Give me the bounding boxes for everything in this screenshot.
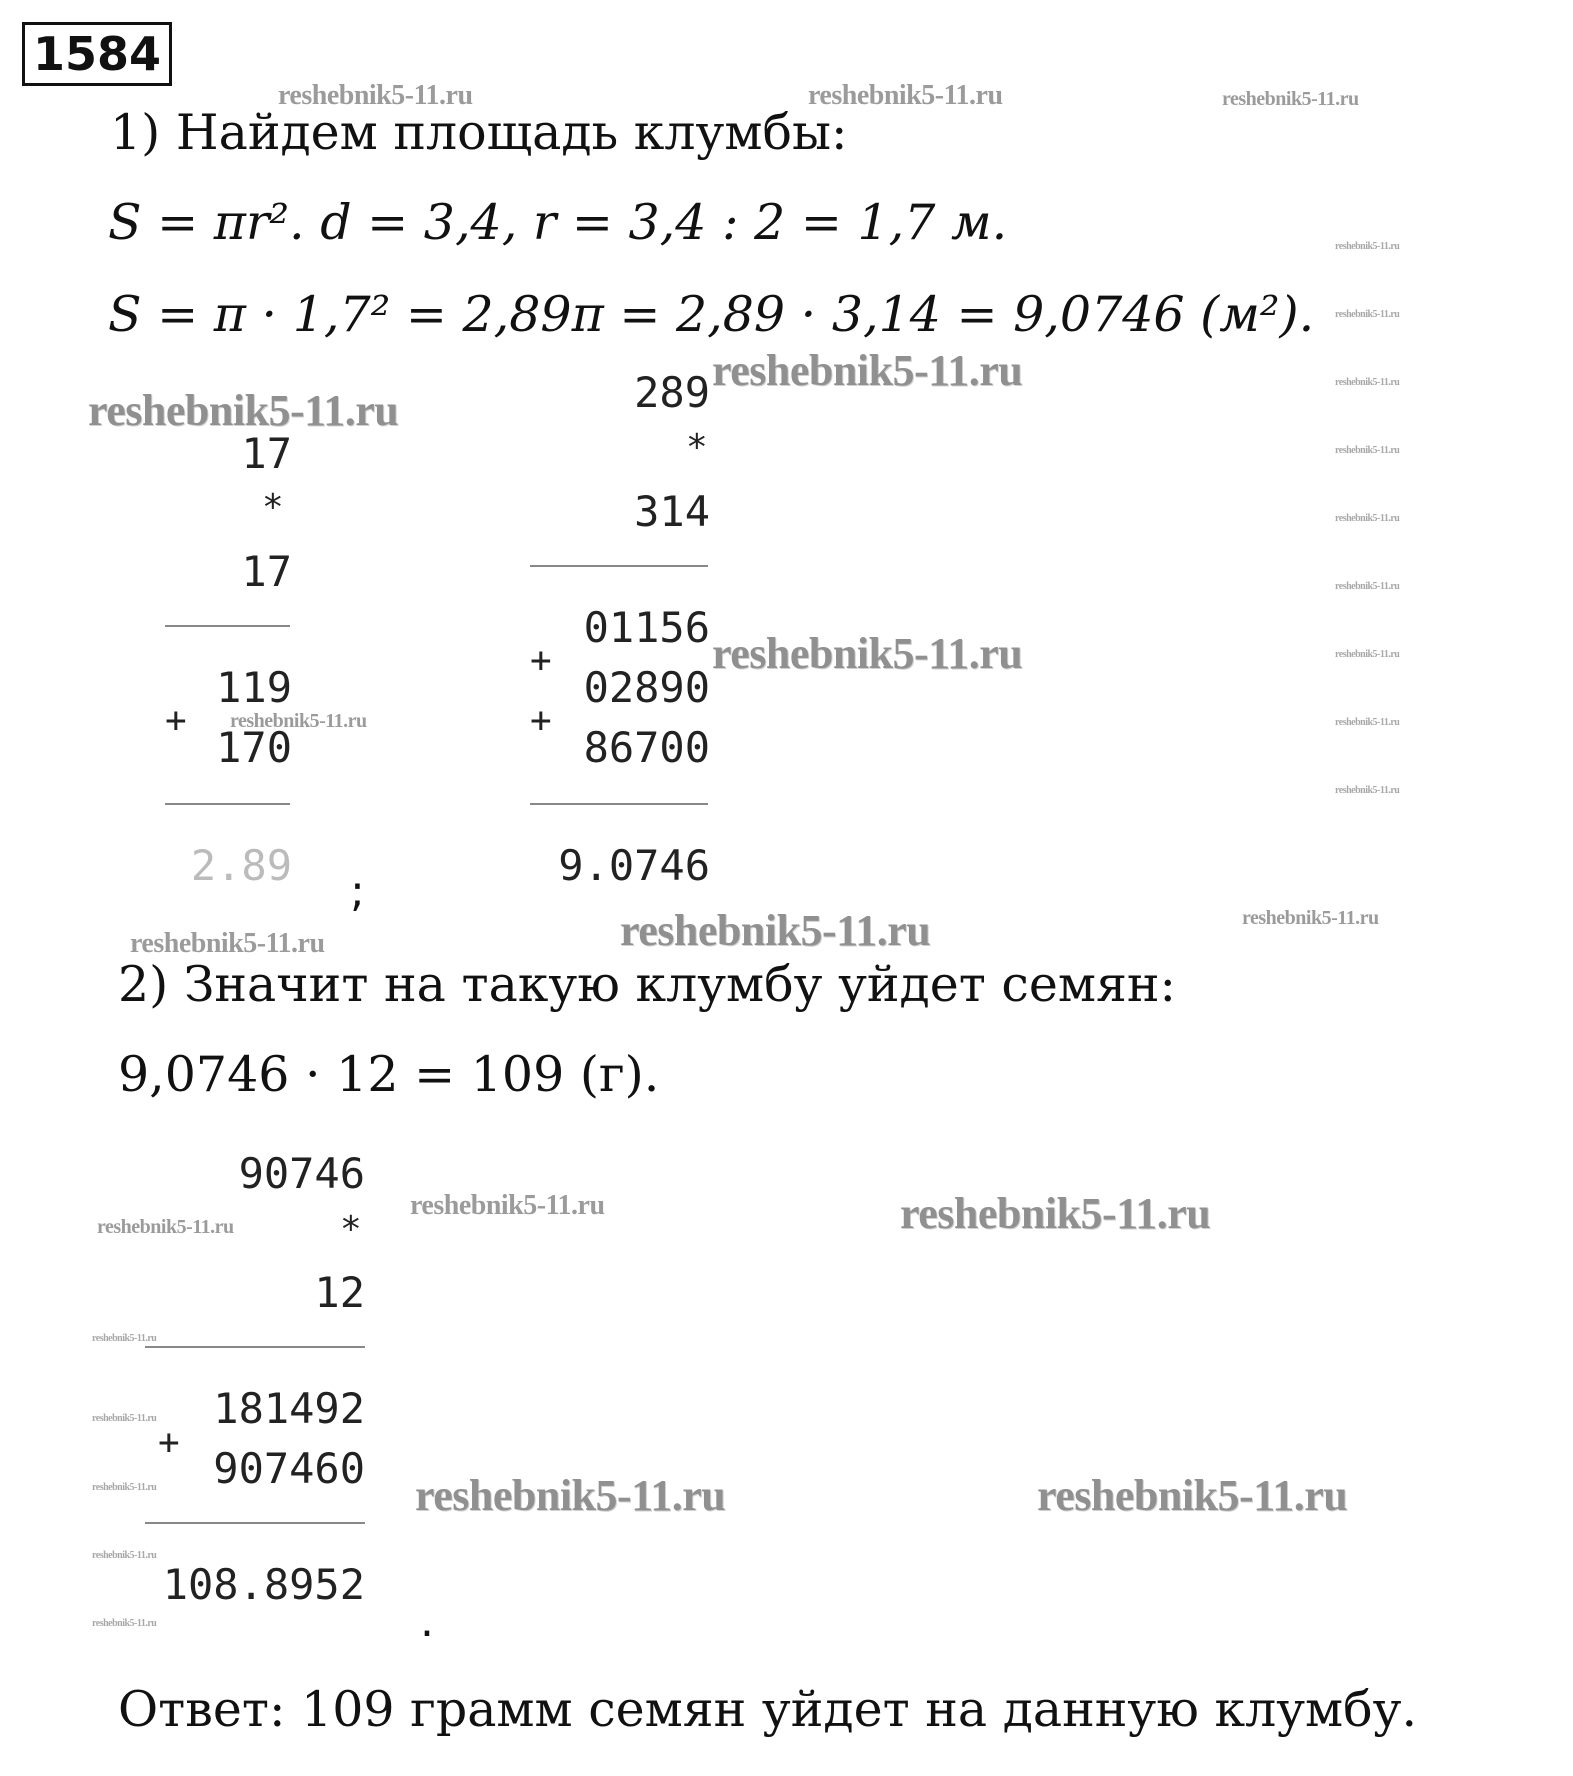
calc3-end-mark: . [420, 1596, 434, 1647]
task-number-box [22, 22, 172, 86]
calc1-plus-sign: + [165, 700, 187, 741]
watermark: reshebnik5-11.ru [712, 629, 1023, 678]
watermark: reshebnik5-11.ru [1037, 1471, 1348, 1520]
calc3-multiply-sign: * [340, 1209, 362, 1250]
watermark: reshebnik5-11.ru [620, 906, 931, 955]
step1-area: S = π · 1,7² = 2,89π = 2,89 · 3,14 = 9,0746 (м²). [108, 286, 1315, 343]
watermark: reshebnik5-11.ru [1335, 513, 1400, 524]
calc2-partial-3: 86700 [583, 723, 710, 772]
step2-line: 9,0746 · 12 = 109 (г). [118, 1046, 660, 1103]
step1-formula: S = πr². d = 3,4, r = 3,4 : 2 = 1,7 м. [108, 194, 1008, 251]
calc3-result: 108.8952 [162, 1560, 365, 1609]
watermark: reshebnik5-11.ru [415, 1471, 726, 1520]
watermark: reshebnik5-11.ru [88, 386, 399, 435]
watermark: reshebnik5-11.ru [1242, 907, 1379, 929]
watermark: reshebnik5-11.ru [92, 1618, 157, 1629]
calc2-rule-2 [530, 803, 708, 805]
calc1-separator: ; [350, 866, 365, 917]
watermark: reshebnik5-11.ru [712, 346, 1023, 395]
calc2-partial-1: 01156 [583, 603, 710, 652]
answer-line: Ответ: 109 грамм семян уйдет на данную клумбу. [118, 1681, 1418, 1738]
watermark: reshebnik5-11.ru [808, 80, 1003, 111]
calc1-rule-2 [165, 803, 290, 805]
calc2-rule-1 [530, 565, 708, 567]
watermark: reshebnik5-11.ru [1335, 581, 1400, 592]
calc2-plus-sign-1: + [530, 640, 552, 681]
watermark: reshebnik5-11.ru [1222, 88, 1359, 110]
watermark: reshebnik5-11.ru [1335, 649, 1400, 660]
calc2-partial-2: 02890 [583, 663, 710, 712]
watermark: reshebnik5-11.ru [1335, 309, 1400, 320]
calc1-partial-2: 170 [216, 723, 292, 772]
calc2-multiply-sign: * [686, 427, 708, 468]
watermark: reshebnik5-11.ru [92, 1333, 157, 1344]
calc3-partial-1: 181492 [213, 1384, 365, 1433]
calc2-multiplicand: 289 [634, 368, 710, 417]
calc3-rule-2 [145, 1522, 365, 1524]
watermark: reshebnik5-11.ru [92, 1413, 157, 1424]
calc1-multiply-sign: * [262, 487, 284, 528]
calc1-multiplicand: 17 [241, 429, 292, 478]
watermark: reshebnik5-11.ru [1335, 241, 1400, 252]
watermark: reshebnik5-11.ru [130, 928, 325, 959]
watermark: reshebnik5-11.ru [1335, 785, 1400, 796]
calc3-multiplier: 12 [314, 1268, 365, 1317]
watermark: reshebnik5-11.ru [278, 80, 473, 111]
calc3-multiplicand: 90746 [238, 1149, 365, 1198]
watermark: reshebnik5-11.ru [1335, 377, 1400, 388]
calc1-result: 2.89 [190, 841, 292, 890]
watermark: reshebnik5-11.ru [1335, 717, 1400, 728]
calc3-plus-sign: + [158, 1422, 180, 1463]
watermark: reshebnik5-11.ru [900, 1189, 1211, 1238]
watermark: reshebnik5-11.ru [92, 1550, 157, 1561]
watermark: reshebnik5-11.ru [410, 1190, 605, 1221]
task-number: 1584 [32, 27, 162, 81]
calc1-multiplier: 17 [241, 547, 292, 596]
calc2-plus-sign-2: + [530, 700, 552, 741]
watermark: reshebnik5-11.ru [230, 710, 367, 732]
step1-heading: 1) Найдем площадь клумбы: [110, 104, 848, 161]
calc3-rule-1 [145, 1346, 365, 1348]
calc1-partial-1: 119 [216, 663, 292, 712]
calc1-rule-1 [165, 625, 290, 627]
watermark: reshebnik5-11.ru [97, 1216, 234, 1238]
step2-heading: 2) Значит на такую клумбу уйдет семян: [118, 956, 1177, 1013]
watermark: reshebnik5-11.ru [1335, 445, 1400, 456]
calc2-multiplier: 314 [634, 487, 710, 536]
watermark: reshebnik5-11.ru [92, 1482, 157, 1493]
calc3-partial-2: 907460 [213, 1444, 365, 1493]
calc2-result: 9.0746 [558, 841, 710, 890]
